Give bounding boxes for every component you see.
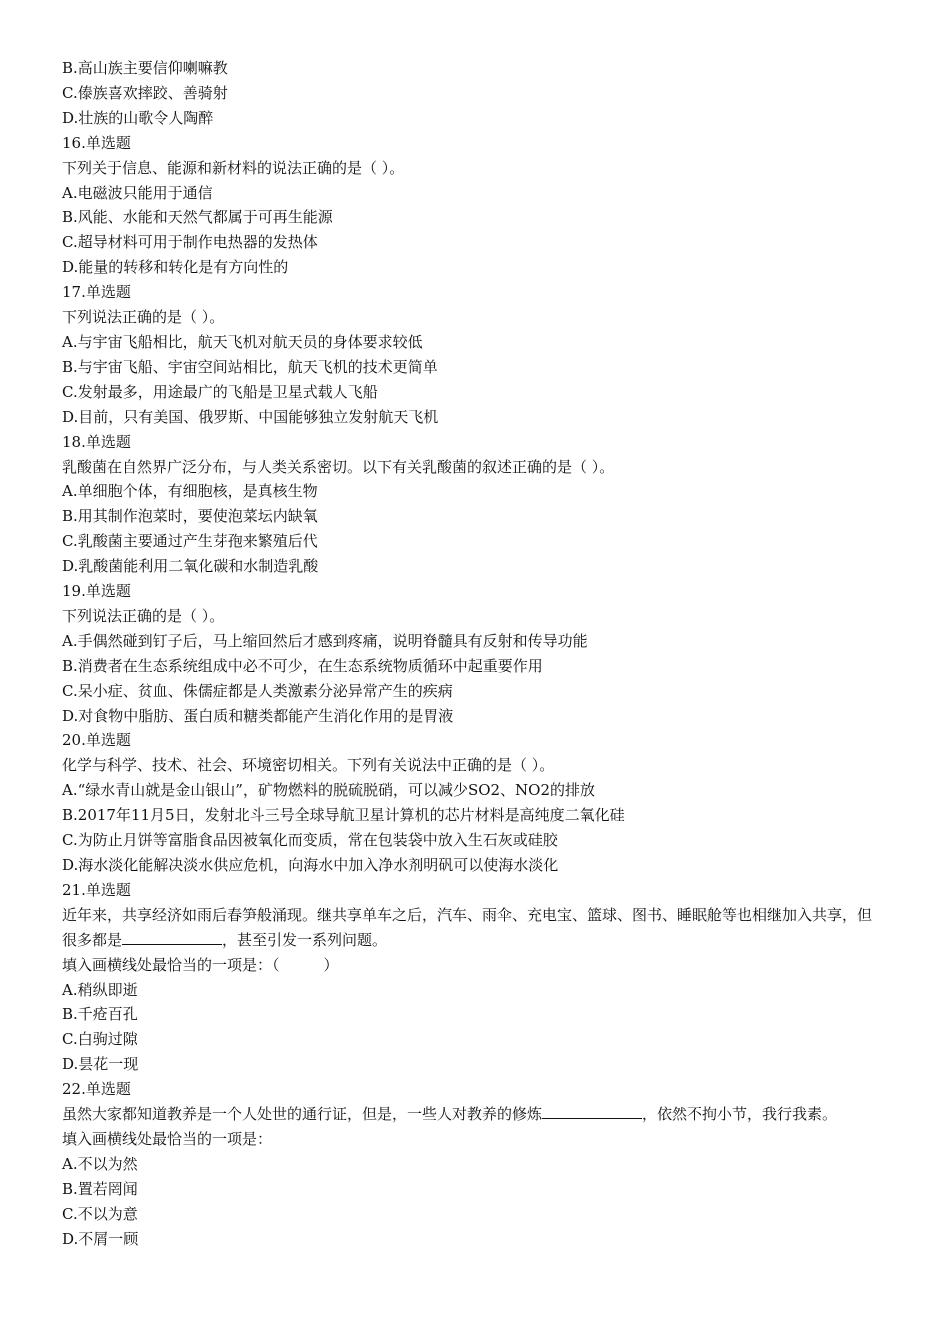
option: C.傣族喜欢摔跤、善骑射 <box>62 83 228 102</box>
option: B.2017年11月5日，发射北斗三号全球导航卫星计算机的芯片材料是高纯度二氧化硅 <box>62 806 625 825</box>
option: B.消费者在生态系统组成中必不可少，在生态系统物质循环中起重要作用 <box>62 656 543 675</box>
question-header: 16.单选题 <box>62 133 131 152</box>
question-16 <box>62 131 884 280</box>
stem-before: 虽然大家都知道教养是一个人处世的通行证，但是，一些人对教养的修炼 <box>62 1105 543 1124</box>
option: D.海水淡化能解决淡水供应危机，向海水中加入净水剂明矾可以使海水淡化 <box>62 856 559 874</box>
option: C.不以为意 <box>62 1204 138 1223</box>
option: C.呆小症、贫血、侏儒症都是人类激素分泌异常产生的疾病 <box>62 681 453 700</box>
fill-blank <box>122 928 222 945</box>
option: D.壮族的山歌令人陶醉 <box>62 108 214 127</box>
prompt-after: ） <box>323 955 339 974</box>
question-stem: 下列说法正确的是（ ）。 <box>62 606 225 625</box>
question-header: 22.单选题 <box>62 1080 131 1099</box>
option: B.高山族主要信仰喇嘛教 <box>62 59 228 77</box>
question-header: 19.单选题 <box>62 582 131 601</box>
question-header: 18.单选题 <box>62 432 131 451</box>
option: A.不以为然 <box>62 1154 138 1173</box>
option: B.千疮百孔 <box>62 1005 138 1024</box>
option: B.置若罔闻 <box>62 1179 138 1198</box>
option: D.不屑一顾 <box>62 1229 139 1248</box>
question-header: 17.单选题 <box>62 283 131 302</box>
option: A.手偶然碰到钉子后，马上缩回然后才感到疼痛，说明脊髓具有反射和传导功能 <box>62 631 588 650</box>
question-stem: 化学与科学、技术、社会、环境密切相关。下列有关说法中正确的是（ ）。 <box>62 756 555 775</box>
question-header: 20.单选题 <box>62 731 131 750</box>
option: A.与宇宙飞船相比，航天飞机对航天员的身体要求较低 <box>62 332 423 351</box>
question-stem <box>62 1102 884 1127</box>
question-stem: 乳酸菌在自然界广泛分布，与人类关系密切。以下有关乳酸菌的叙述正确的是（ ）。 <box>62 457 615 476</box>
question-17 <box>62 280 884 429</box>
option: C.发射最多，用途最广的飞船是卫星式载人飞船 <box>62 382 378 401</box>
question-stem: 下列说法正确的是（ ）。 <box>62 308 225 327</box>
fill-blank <box>542 1102 642 1119</box>
option: C.为防止月饼等富脂食品因被氧化而变质，常在包装袋中放入生石灰或硅胶 <box>62 831 558 850</box>
question-header: 21.单选题 <box>62 880 131 899</box>
prompt-before: 填入画横线处最恰当的一项是：（ <box>62 955 280 974</box>
question-20 <box>62 728 884 877</box>
question-22 <box>62 1077 884 1251</box>
option: B.与宇宙飞船、宇宙空间站相比，航天飞机的技术更简单 <box>62 357 438 376</box>
option: B.风能、水能和天然气都属于可再生能源 <box>62 208 333 227</box>
option: A.稍纵即逝 <box>62 980 138 999</box>
question-prompt: 填入画横线处最恰当的一项是： <box>62 1129 273 1148</box>
option: C.超导材料可用于制作电热器的发热体 <box>62 233 318 252</box>
option: C.白驹过隙 <box>62 1030 138 1049</box>
question-19 <box>62 579 884 728</box>
stem-after: ，甚至引发一系列问题。 <box>222 930 388 949</box>
stem-after: ，依然不拘小节，我行我素。 <box>642 1105 838 1124</box>
question-15-tail <box>62 56 884 131</box>
exam-document <box>62 56 884 1252</box>
option: D.对食物中脂肪、蛋白质和糖类都能产生消化作用的是胃液 <box>62 706 454 725</box>
option: D.昙花一现 <box>62 1055 139 1074</box>
option: D.能量的转移和转化是有方向性的 <box>62 258 289 277</box>
question-18 <box>62 430 884 579</box>
question-prompt <box>62 953 884 978</box>
question-stem: 下列关于信息、能源和新材料的说法正确的是（ ）。 <box>62 158 405 177</box>
option: D.目前，只有美国、俄罗斯、中国能够独立发射航天飞机 <box>62 407 439 426</box>
option: C.乳酸菌主要通过产生芽孢来繁殖后代 <box>62 532 318 551</box>
option: A.“绿水青山就是金山银山”，矿物燃料的脱硫脱硝，可以减少SO2、NO2的排放 <box>62 781 596 800</box>
question-stem <box>62 903 884 953</box>
option: B.用其制作泡菜时，要使泡菜坛内缺氧 <box>62 507 318 526</box>
option: A.电磁波只能用于通信 <box>62 183 213 202</box>
question-21 <box>62 878 884 1077</box>
option: A.单细胞个体，有细胞核，是真核生物 <box>62 482 318 501</box>
stem-before: 近年来，共享经济如雨后春笋般涌现。继共享单车之后，汽车、雨伞、充电宝、篮球、图书、睡眠舱等也相继加入共享，但很多都是 <box>62 905 873 949</box>
option: D.乳酸菌能利用二氧化碳和水制造乳酸 <box>62 557 319 576</box>
